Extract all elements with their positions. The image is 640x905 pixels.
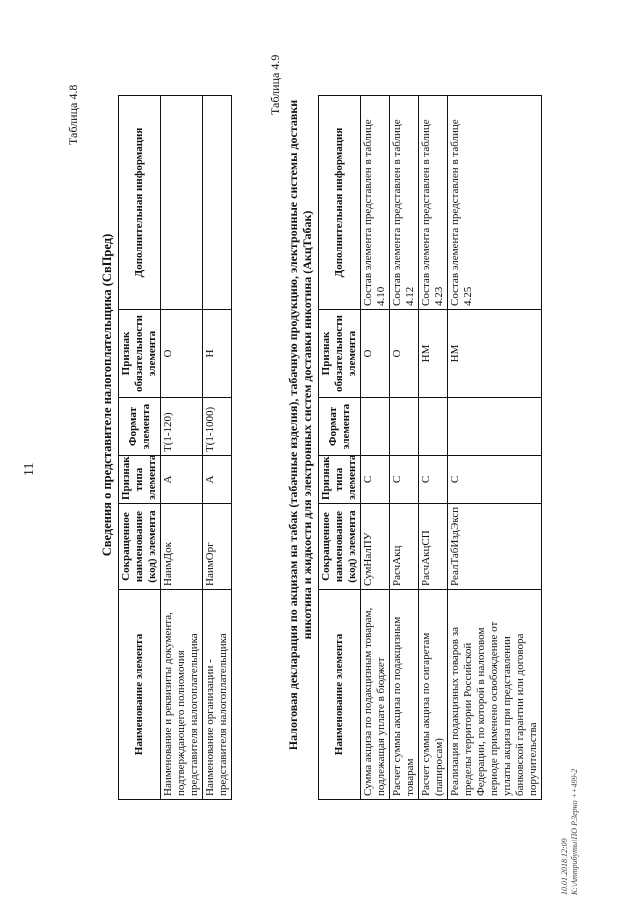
table-cell: Н bbox=[203, 310, 232, 398]
footer-line: 10.01.2018 12:09 bbox=[560, 838, 569, 895]
table-cell: НаимОрг bbox=[203, 504, 232, 590]
table-cell: С bbox=[390, 456, 419, 504]
table-row bbox=[203, 96, 232, 800]
table-row bbox=[390, 96, 419, 800]
header-cell: Дополнительная информация bbox=[119, 96, 161, 310]
header-cell: Формат элемента bbox=[119, 398, 161, 456]
table-row bbox=[419, 96, 448, 800]
header-cell: Сокращенное наименование (код) элемента bbox=[119, 504, 161, 590]
table-4-9-title: Налоговая декларация по акцизам на табак (табачные изделия), табачную продукцию, электронные системы доставки никотина и жидкости для электронных систем доставки никотина (АкцТабак) bbox=[286, 99, 314, 751]
table-cell: Наименование организации - представителя налогоплательщика bbox=[203, 590, 232, 800]
table-cell: Т(1-120) bbox=[161, 398, 203, 456]
table-cell bbox=[448, 398, 542, 456]
table-cell: Т(1-1000) bbox=[203, 398, 232, 456]
table-cell bbox=[419, 398, 448, 456]
table-cell: О bbox=[161, 310, 203, 398]
table-header-row bbox=[319, 96, 361, 800]
table-cell: Состав элемента представлен в таблице 4.10 bbox=[361, 96, 390, 310]
table-cell: Расчет суммы акциза по подакцизным товарам bbox=[390, 590, 419, 800]
footer-line: К:\Аттрибуты\ПО Р.Зерно ++499-2 bbox=[570, 768, 579, 895]
header-cell: Формат элемента bbox=[319, 398, 361, 456]
table-cell: НМ bbox=[419, 310, 448, 398]
table-cell: СумНалПУ bbox=[361, 504, 390, 590]
table-cell: НМ bbox=[448, 310, 542, 398]
header-cell: Признак обязательности элемента bbox=[319, 310, 361, 398]
table-cell: Реализация подакцизных товаров за пределы территории Российской Федерации, по которой в налоговом периоде применено освобождение от уплаты акциза при представлении банковской гарантии или договора поручительства bbox=[448, 590, 542, 800]
table-cell: РасчАкц bbox=[390, 504, 419, 590]
table-cell: Состав элемента представлен в таблице 4.25 bbox=[448, 96, 542, 310]
table-cell: О bbox=[361, 310, 390, 398]
table-cell: Сумма акциза по подакцизным товарам, подлежащая уплате в бюджет bbox=[361, 590, 390, 800]
table-row bbox=[361, 96, 390, 800]
table-cell: О bbox=[390, 310, 419, 398]
header-cell: Признак обязательности элемента bbox=[119, 310, 161, 398]
table-cell: Состав элемента представлен в таблице 4.23 bbox=[419, 96, 448, 310]
table-cell bbox=[390, 398, 419, 456]
header-cell: Признак типа элемента bbox=[319, 456, 361, 504]
header-cell: Наименование элемента bbox=[319, 590, 361, 800]
table-row bbox=[161, 96, 203, 800]
table-4-9 bbox=[318, 95, 542, 800]
table-cell bbox=[361, 398, 390, 456]
table-cell: С bbox=[448, 456, 542, 504]
table-cell: НаимДок bbox=[161, 504, 203, 590]
table-cell bbox=[161, 96, 203, 310]
header-cell: Признак типа элемента bbox=[119, 456, 161, 504]
table-cell: РеалТабИздЭксп bbox=[448, 504, 542, 590]
page-number: 11 bbox=[22, 462, 37, 476]
table-4-8-label: Таблица 4.8 bbox=[66, 84, 80, 145]
table-row bbox=[448, 96, 542, 800]
header-cell: Наименование элемента bbox=[119, 590, 161, 800]
table-cell: А bbox=[203, 456, 232, 504]
footer-stamp bbox=[560, 769, 580, 895]
header-cell: Сокращенное наименование (код) элемента bbox=[319, 504, 361, 590]
table-cell: С bbox=[361, 456, 390, 504]
table-cell: Наименование и реквизиты документа, подтверждающего полномочия представителя налогоплательщика bbox=[161, 590, 203, 800]
table-header-row bbox=[119, 96, 161, 800]
table-cell bbox=[203, 96, 232, 310]
table-cell: С bbox=[419, 456, 448, 504]
table-cell: А bbox=[161, 456, 203, 504]
table-cell: Состав элемента представлен в таблице 4.12 bbox=[390, 96, 419, 310]
table-4-8 bbox=[118, 95, 232, 800]
table-4-9-label: Таблица 4.9 bbox=[268, 54, 282, 115]
table-cell: Расчет суммы акциза по сигаретам (папиросам) bbox=[419, 590, 448, 800]
table-4-8-title: Сведения о представителе налогоплательщика (СвПред) bbox=[100, 233, 114, 557]
header-cell: Дополнительная информация bbox=[319, 96, 361, 310]
table-cell: РасчАкцСП bbox=[419, 504, 448, 590]
